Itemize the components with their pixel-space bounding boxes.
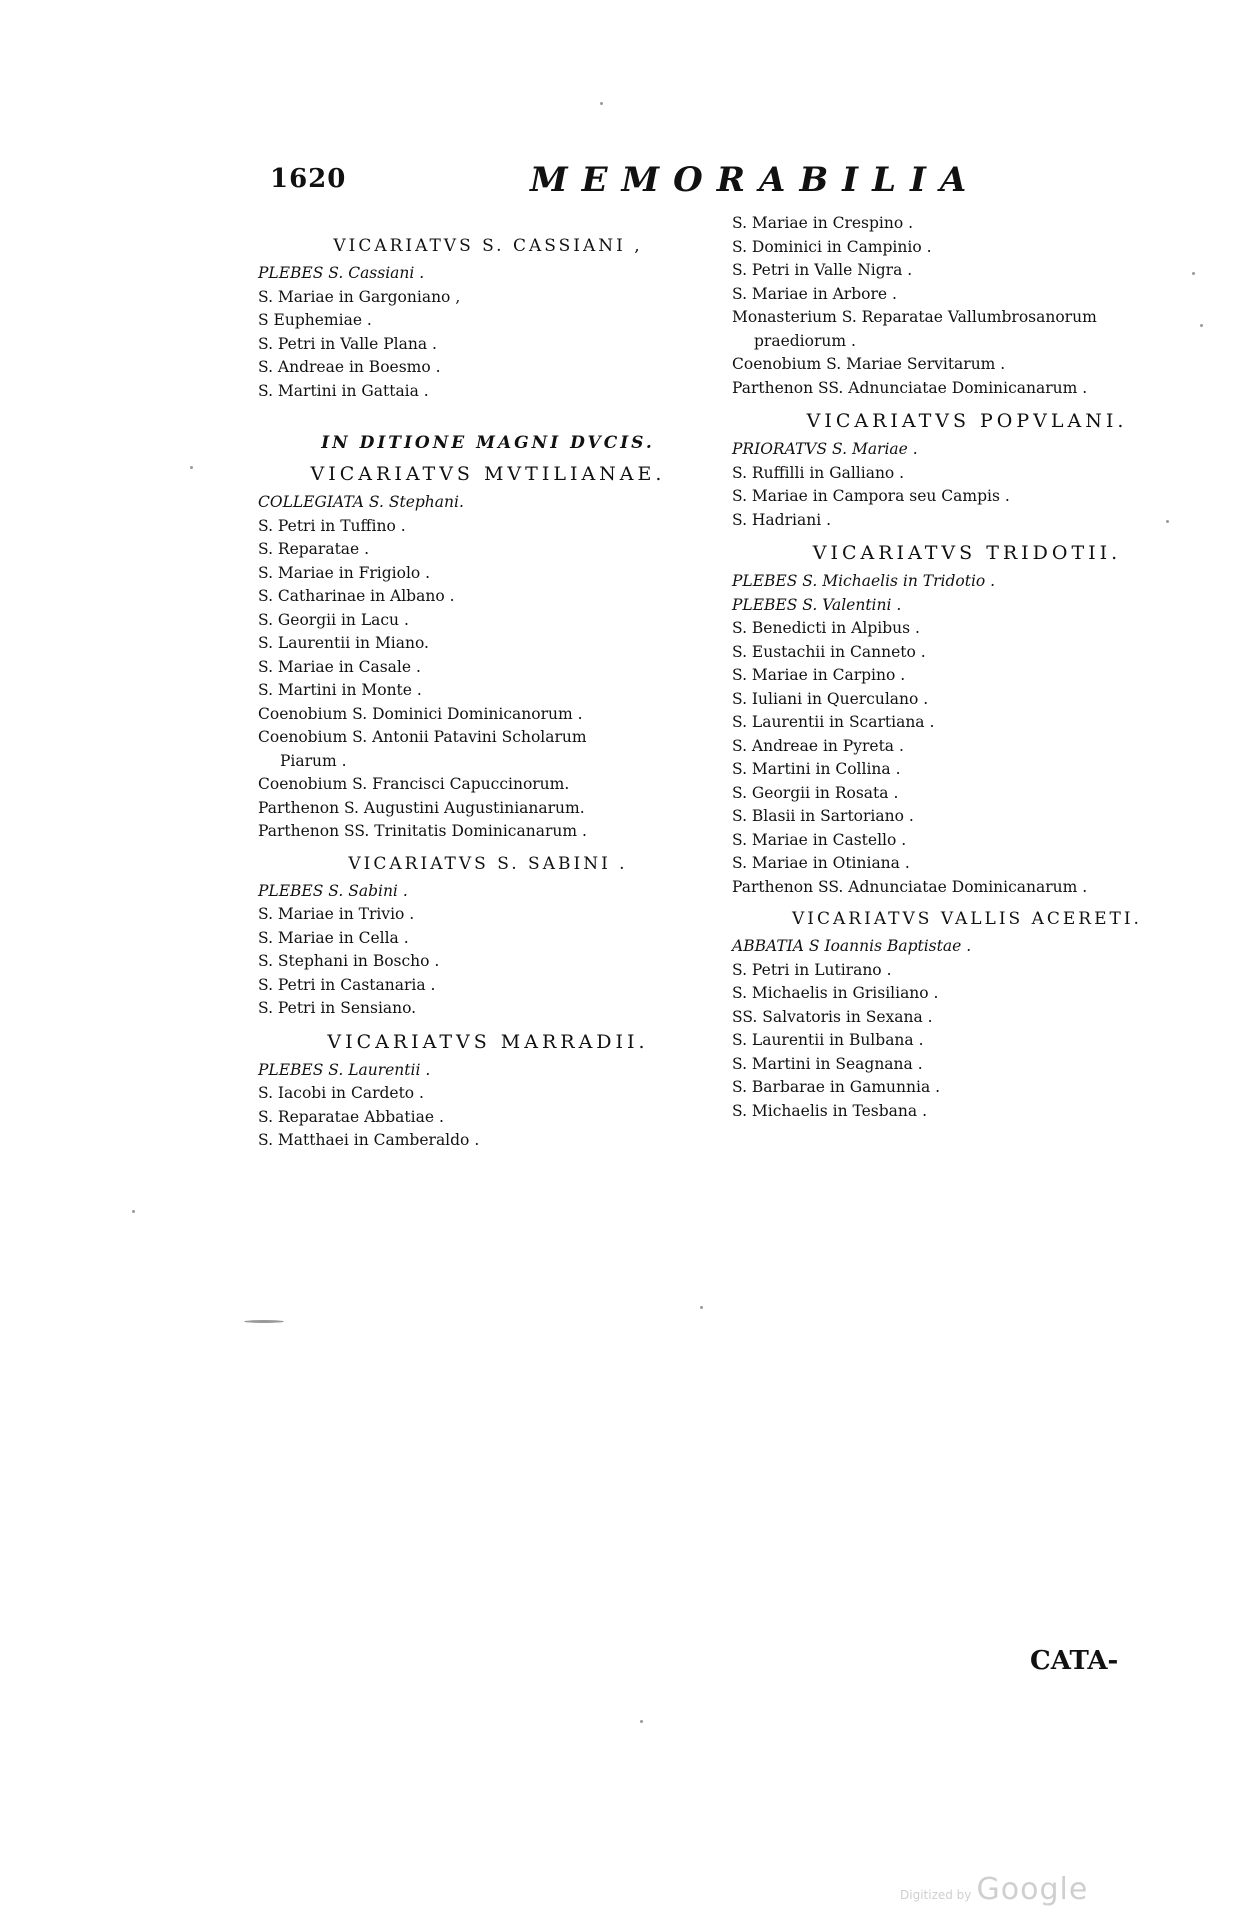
entry-line: S. Georgii in Rosata . [732,783,899,802]
entry-line: S. Matthaei in Camberaldo . [258,1131,480,1149]
entry-line: S. Petri in Tuffino . [258,516,406,535]
entry-line: praediorum . [754,331,856,350]
entry-line: S. Mariae in Gargoniano , [258,287,461,306]
entry-line: S. Petri in Valle Nigra . [732,261,913,279]
entry-line: S. Stephani in Boscho . [258,952,440,970]
entry-line: S. Mariae in Otiniana . [732,854,910,872]
entry-line: Parthenon SS. Trinitatis Dominicanarum . [258,822,587,840]
entry-line: PLEBES S. Michaelis in Tridotio . [732,572,996,590]
entry-line: S. Martini in Monte . [258,681,422,699]
running-title: MEMORABILIA [530,160,981,200]
entry-line: S. Petri in Valle Plana . [258,334,437,353]
entry-line: S. Reparatae Abbatiae . [258,1107,444,1126]
entry-line: S. Eustachii in Canneto . [732,642,926,661]
entry-line: S. Andreae in Pyreta . [732,736,904,755]
entry-line: S. Barbarae in Gamunnia . [732,1078,941,1096]
entry-line: Coenobium S. Francisci Capuccinorum. [258,775,570,793]
entry-line: PLEBES S. Cassiani . [258,264,425,282]
section-heading: VICARIATVS VALLIS ACERETI. [792,909,1142,929]
section-heading: VICARIATVS TRIDOTII. [812,542,1122,564]
entry-line: S. Georgii in Lacu . [258,610,409,629]
entry-line: S Euphemiae . [258,311,372,329]
entry-line: S. Laurentii in Bulbana . [732,1031,924,1049]
entry-line: S. Andreae in Boesmo . [258,358,441,376]
print-speck [190,466,193,469]
watermark-small-text: Digitized by [900,1888,972,1902]
entry-line: S. Michaelis in Tesbana . [732,1101,927,1120]
right-column [732,212,1202,1123]
print-speck [1200,324,1203,327]
entry-line: S. Dominici in Campinio . [732,237,932,256]
entry-line: Coenobium S. Mariae Servitarum . [732,355,1006,373]
entry-line: S. Mariae in Casale . [258,657,421,676]
entry-line: S. Hadriani . [732,510,832,529]
entry-line: S. Mariae in Campora seu Campis . [732,487,1010,505]
entry-line: Parthenon SS. Adnunciatae Dominicanarum . [732,378,1088,397]
section-heading: VICARIATVS S. SABINI . [348,853,628,874]
digitized-watermark [900,1872,1088,1907]
entry-line: S. Petri in Lutirano . [732,960,892,979]
print-speck [1192,272,1195,275]
entry-line: S. Mariae in Crespino . [732,214,914,232]
entry-line: Coenobium S. Antonii Patavini Scholarum [258,728,587,746]
entry-line: S. Laurentii in Miano. [258,634,429,652]
entry-line: Piarum . [280,751,347,770]
entry-line: S. Ruffilli in Galliano . [732,463,905,482]
entry-line: PRIORATVS S. Mariae . [732,440,918,458]
section-heading: VICARIATVS MVTILIANAE. [310,463,666,485]
entry-line: S. Mariae in Cella . [258,928,409,947]
print-speck [1166,520,1169,523]
entry-line: S. Mariae in Frigiolo . [258,563,431,582]
section-heading: IN DITIONE MAGNI DVCIS. [321,433,655,453]
print-speck [132,1210,135,1213]
entry-line: Monasterium S. Reparatae Vallumbrosanorum [732,308,1097,326]
entry-line: PLEBES S. Sabini . [258,881,408,900]
entry-line: S. Mariae in Trivio . [258,905,415,923]
section-heading: VICARIATVS MARRADII. [327,1030,649,1053]
entry-line: S. Mariae in Arbore . [732,284,897,303]
entry-line: Parthenon S. Augustini Augustinianarum. [258,798,585,817]
google-logo: Google [976,1872,1089,1907]
entry-line: PLEBES S. Valentini . [732,595,902,614]
entry-line: S. Martini in Collina . [732,760,901,778]
entry-line: S. Petri in Castanaria . [258,975,436,994]
entry-line: Coenobium S. Dominici Dominicanorum . [258,704,583,723]
entry-line: S. Martini in Gattaia . [258,381,429,400]
entry-line: S. Laurentii in Scartiana . [732,713,935,731]
entry-line: PLEBES S. Laurentii . [258,1060,431,1079]
entry-line: S. Mariae in Castello . [732,830,907,849]
entry-line: S. Iacobi in Cardeto . [258,1084,424,1102]
entry-line: SS. Salvatoris in Sexana . [732,1007,933,1026]
print-speck [700,1306,703,1309]
entry-line: S. Catharinae in Albano . [258,587,455,605]
catchword: CATA- [1030,1646,1119,1676]
entry-line: S. Martini in Seagnana . [732,1054,923,1073]
entry-line: S. Mariae in Carpino . [732,666,906,684]
entry-line: S. Michaelis in Grisiliano . [732,984,939,1002]
entry-line: S. Reparatae . [258,540,370,558]
entry-line: S. Blasii in Sartoriano . [732,807,914,825]
section-heading: VICARIATVS POPVLANI. [806,410,1128,432]
print-speck [244,1320,284,1323]
entry-line: S. Benedicti in Alpibus . [732,619,920,637]
left-column [258,226,718,1153]
section-heading: VICARIATVS S. CASSIANI , [333,236,643,256]
entry-line: COLLEGIATA S. Stephani. [258,493,464,511]
entry-line: Parthenon SS. Adnunciatae Dominicanarum . [732,877,1088,896]
entry-line: S. Iuliani in Querculano . [732,689,929,708]
print-speck [600,102,603,105]
entry-line: S. Petri in Sensiano. [258,999,417,1017]
page-number: 1620 [270,164,347,194]
entry-line: ABBATIA S Ioannis Baptistae . [732,937,972,955]
section-spacer [258,403,718,423]
print-speck [640,1720,643,1723]
